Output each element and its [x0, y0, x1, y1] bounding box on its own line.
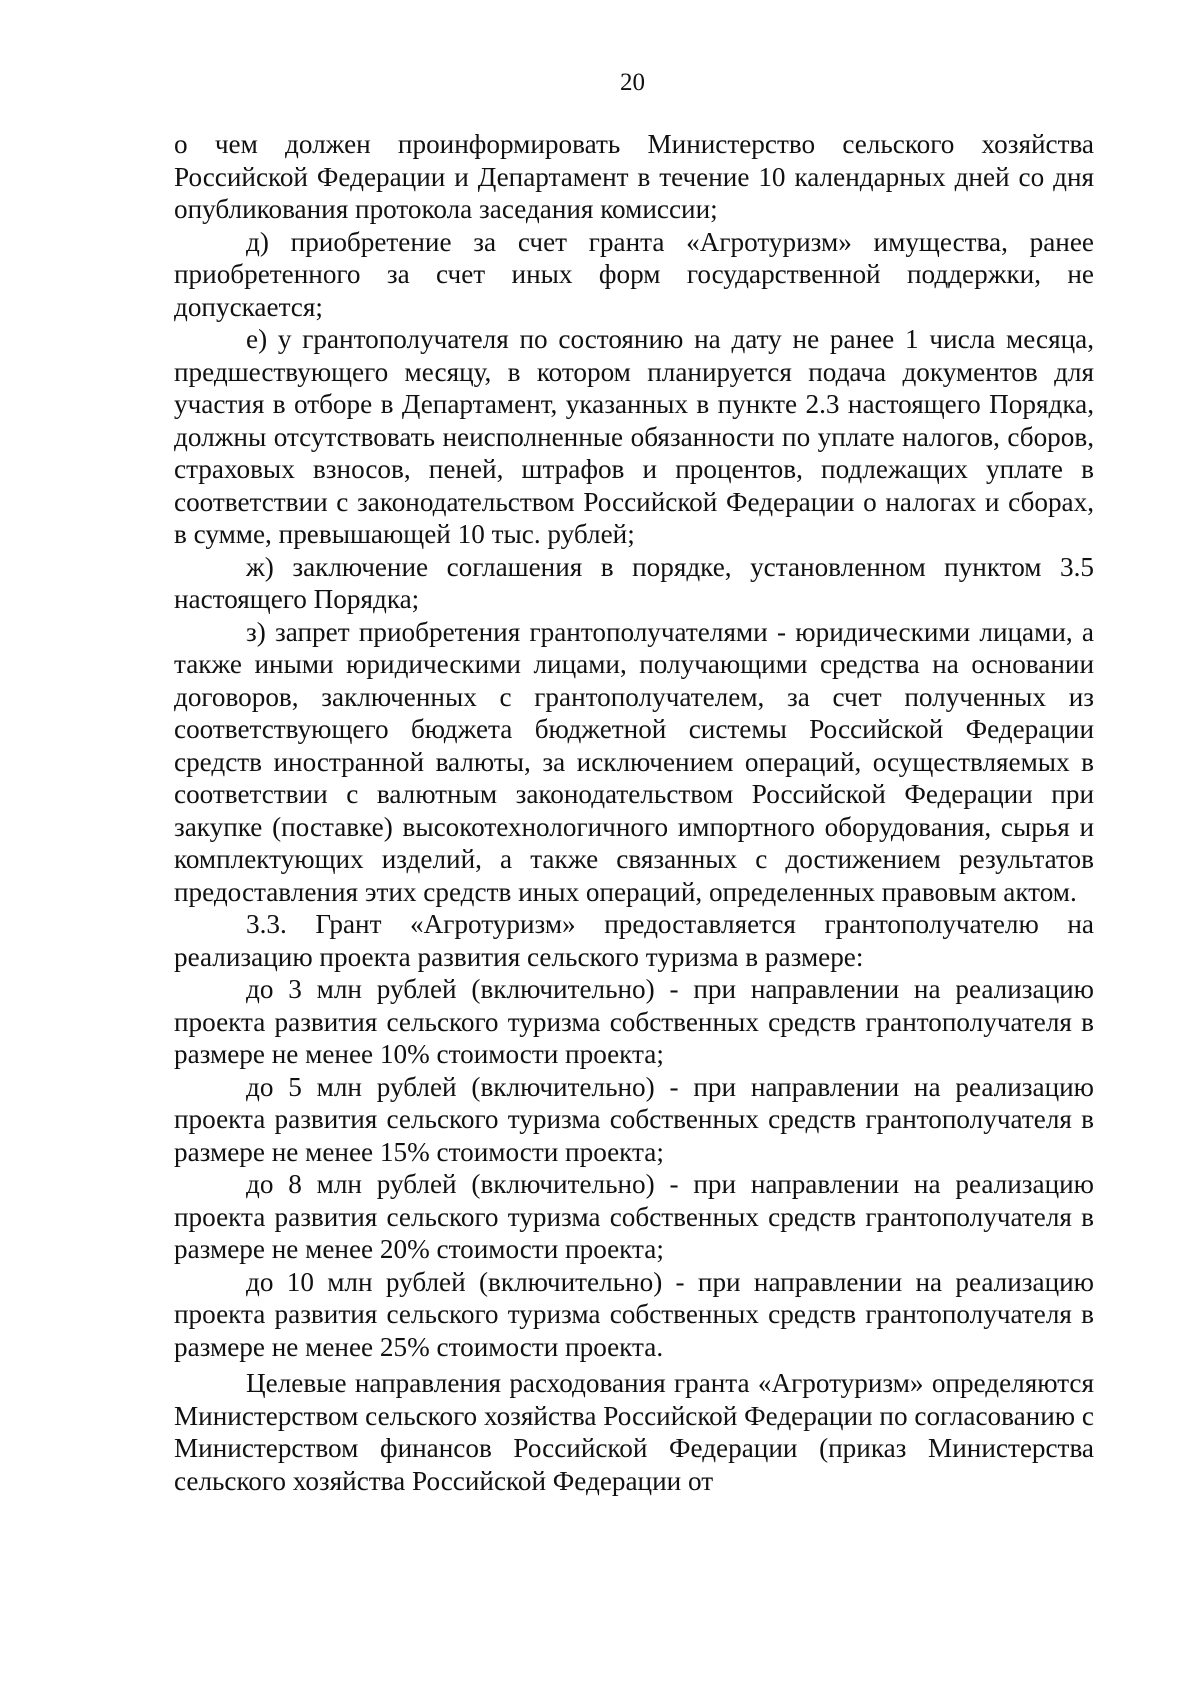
- paragraph-item-z: з) запрет приобретения грантополучателями - юридическими лицами, а также иными юридическими лицами, получающими средства на основании договоров, заключенных с грантополучателем, за счет полученных из соответствующего бюджета бюджетной системы Российской Федерации средств иностранной валюты, за исключением операций, осуществляемых в соответствии с валютным законодательством Российской Федерации при закупке (поставке) высокотехнологичного импортного оборудования, сырья и комплектующих изделий, а также связанных с достижением результатов предоставления этих средств иных операций, определенных правовым актом.: [174, 616, 1094, 907]
- paragraph-continuation: о чем должен проинформировать Министерство сельского хозяйства Российской Федерации и Департамент в течение 10 календарных дней со дня опубликования протокола заседания комиссии;: [174, 129, 1094, 224]
- paragraph-grant-5m: до 5 млн рублей (включительно) - при направлении на реализацию проекта развития сельского туризма собственных средств грантополучателя в размере не менее 15% стоимости проекта;: [174, 1071, 1094, 1167]
- paragraph-item-d: д) приобретение за счет гранта «Агротуризм» имущества, ранее приобретенного за счет иных форм государственной поддержки, не допускается;: [174, 226, 1094, 322]
- paragraph-item-e: е) у грантополучателя по состоянию на дату не ранее 1 числа месяца, предшествующего месяцу, в котором планируется подача документов для участия в отборе в Департамент, указанных в пункте 2.3 настоящего Порядка, должны отсутствовать неисполненные обязанности по уплате налогов, сборов, страховых взносов, пеней, штрафов и процентов, подлежащих уплате в соответствии с законодательством Российской Федерации о налогах и сборах, в сумме, превышающей 10 тыс. рублей;: [174, 324, 1094, 549]
- paragraph-grant-10m: до 10 млн рублей (включительно) - при направлении на реализацию проекта развития сельского туризма собственных средств грантополучателя в размере не менее 25% стоимости проекта.: [174, 1266, 1094, 1362]
- page-number: 20: [620, 69, 645, 96]
- paragraph-section-3-3: 3.3. Грант «Агротуризм» предоставляется грантополучателю на реализацию проекта развития сельского туризма в размере:: [174, 909, 1094, 972]
- paragraph-grant-3m: до 3 млн рублей (включительно) - при направлении на реализацию проекта развития сельского туризма собственных средств грантополучателя в размере не менее 10% стоимости проекта;: [174, 974, 1094, 1069]
- document-body: [174, 128, 1094, 1497]
- paragraph-grant-8m: до 8 млн рублей (включительно) - при направлении на реализацию проекта развития сельского туризма собственных средств грантополучателя в размере не менее 20% стоимости проекта;: [174, 1169, 1094, 1264]
- paragraph-item-zh: ж) заключение соглашения в порядке, установленном пунктом 3.5 настоящего Порядка;: [174, 551, 1094, 614]
- paragraph-target-directions: Целевые направления расходования гранта «Агротуризм» определяются Министерством сельского хозяйства Российской Федерации по согласованию с Министерством финансов Российской Федерации (приказ Министерства сельского хозяйства Российской Федерации от: [174, 1368, 1094, 1496]
